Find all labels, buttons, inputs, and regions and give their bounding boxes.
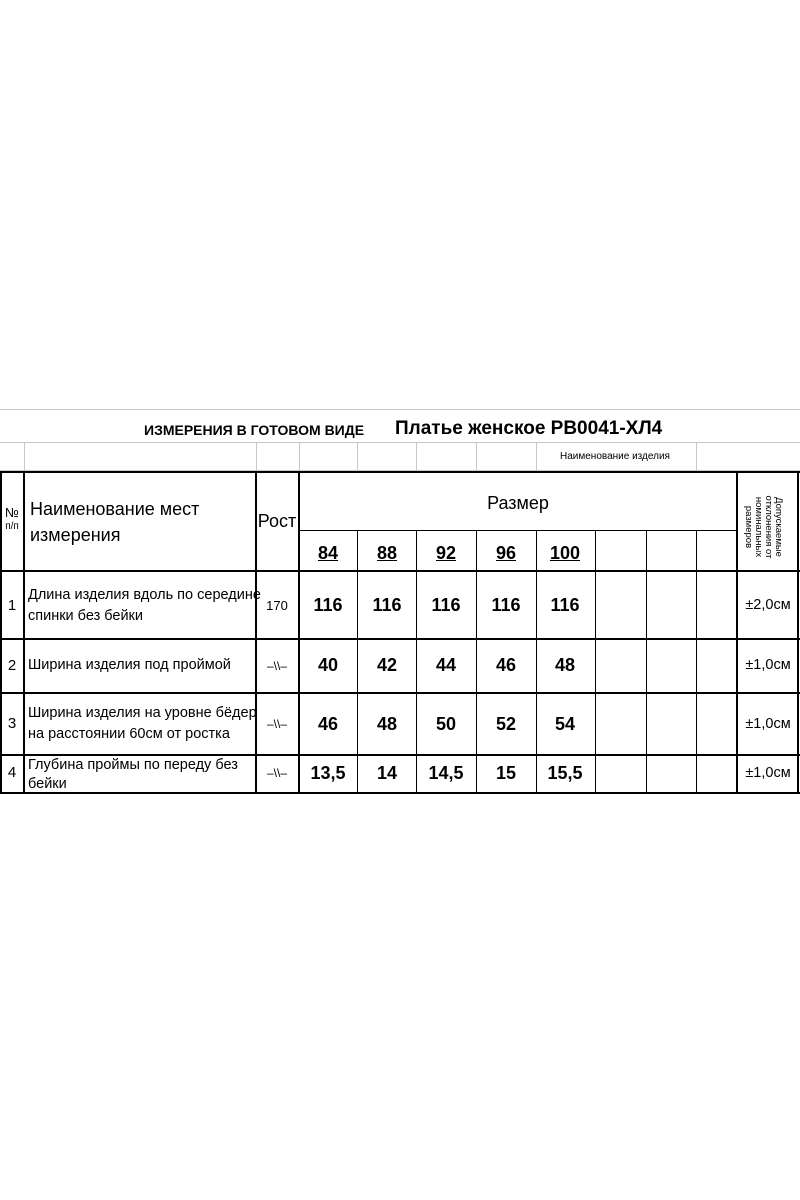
measurement-name: Глубина проймы по переду без <box>28 757 238 773</box>
height-value: –\\– <box>266 717 288 731</box>
size-value: 15 <box>495 763 517 783</box>
table-border <box>736 471 738 794</box>
size-value: 46 <box>317 714 339 734</box>
height-value: 170 <box>266 598 288 613</box>
tolerance-header-line1: Допускаемые <box>773 497 784 557</box>
row-number: 2 <box>7 657 17 674</box>
measurement-name-line2: спинки без бейки <box>28 608 143 624</box>
size-header-100: 100 <box>549 543 581 563</box>
grid-line <box>0 442 800 443</box>
document-title-left: ИЗМЕРЕНИЯ В ГОТОВОМ ВИДЕ <box>144 422 365 438</box>
size-header-96: 96 <box>495 543 517 563</box>
table-border <box>357 530 358 794</box>
product-name-label: Наименование изделия <box>560 451 670 462</box>
table-border <box>0 692 800 694</box>
grid-line <box>536 442 537 472</box>
tolerance-header <box>743 496 783 559</box>
grid-line <box>357 442 358 472</box>
table-border <box>0 792 800 794</box>
product-title: Платье женское РВ0041-ХЛ4 <box>395 418 663 439</box>
grid-line <box>476 442 477 472</box>
table-border <box>646 530 647 794</box>
size-value: 116 <box>491 595 521 615</box>
size-value: 116 <box>550 595 580 615</box>
tolerance-value: ±1,0см <box>745 716 791 732</box>
tolerance-header-line3: номинальных <box>753 496 764 558</box>
tolerance-value: ±2,0см <box>745 597 791 613</box>
measurement-name-line2: на расстоянии 60см от ростка <box>28 726 230 742</box>
grid-line <box>299 442 300 472</box>
table-border <box>255 471 257 794</box>
measurement-name: Ширина изделия под проймой <box>28 657 231 673</box>
measurement-name-header-line2: измерения <box>30 525 121 545</box>
table-border <box>696 530 697 794</box>
size-value: 116 <box>372 595 402 615</box>
tolerance-header-line2: отклонения от <box>763 495 774 559</box>
size-value: 48 <box>554 655 576 675</box>
size-value: 42 <box>376 655 398 675</box>
grid-line <box>416 442 417 472</box>
size-value: 52 <box>495 714 517 734</box>
table-border <box>0 471 800 473</box>
table-border <box>536 530 537 794</box>
tolerance-value: ±1,0см <box>745 657 791 673</box>
row-number-subheader: п/п <box>5 521 19 532</box>
table-border <box>797 471 799 794</box>
size-value: 40 <box>317 655 339 675</box>
size-value: 13,5 <box>310 763 346 783</box>
size-value: 14 <box>376 763 398 783</box>
table-border <box>23 471 25 794</box>
grid-line <box>696 442 697 472</box>
size-value: 48 <box>376 714 398 734</box>
height-value: –\\– <box>266 659 288 673</box>
row-number-header: № <box>5 505 19 520</box>
height-header: Рост <box>257 511 297 531</box>
size-value: 44 <box>435 655 457 675</box>
size-header-88: 88 <box>376 543 398 563</box>
tolerance-value: ±1,0см <box>745 765 791 781</box>
measurement-name: Ширина изделия на уровне бёдер <box>28 705 257 721</box>
table-border <box>595 530 596 794</box>
size-value: 14,5 <box>428 763 464 783</box>
size-value: 54 <box>554 714 576 734</box>
measurement-name-header: Наименование мест <box>30 499 200 519</box>
size-value: 15,5 <box>547 763 583 783</box>
table-border <box>416 530 417 794</box>
size-value: 50 <box>435 714 457 734</box>
grid-line <box>0 409 800 410</box>
size-header-92: 92 <box>435 543 457 563</box>
size-group-header: Размер <box>487 493 549 513</box>
measurement-name-line2: бейки <box>28 777 67 792</box>
tolerance-header-line4: размеров <box>743 505 754 549</box>
size-header-84: 84 <box>317 543 339 563</box>
row-number: 3 <box>7 715 17 732</box>
table-border <box>0 754 800 756</box>
table-border <box>476 530 477 794</box>
row-number: 1 <box>7 597 17 614</box>
row-number: 4 <box>7 764 17 781</box>
table-border <box>299 530 737 531</box>
table-border <box>298 471 300 794</box>
size-value: 46 <box>495 655 517 675</box>
height-value: –\\– <box>266 766 288 780</box>
table-border <box>0 570 800 572</box>
table-border <box>0 638 800 640</box>
grid-line <box>256 442 257 472</box>
table-border <box>0 471 2 794</box>
size-value: 116 <box>431 595 461 615</box>
size-value: 116 <box>313 595 343 615</box>
grid-line <box>24 442 25 472</box>
measurement-name: Длина изделия вдоль по середине <box>28 587 261 603</box>
